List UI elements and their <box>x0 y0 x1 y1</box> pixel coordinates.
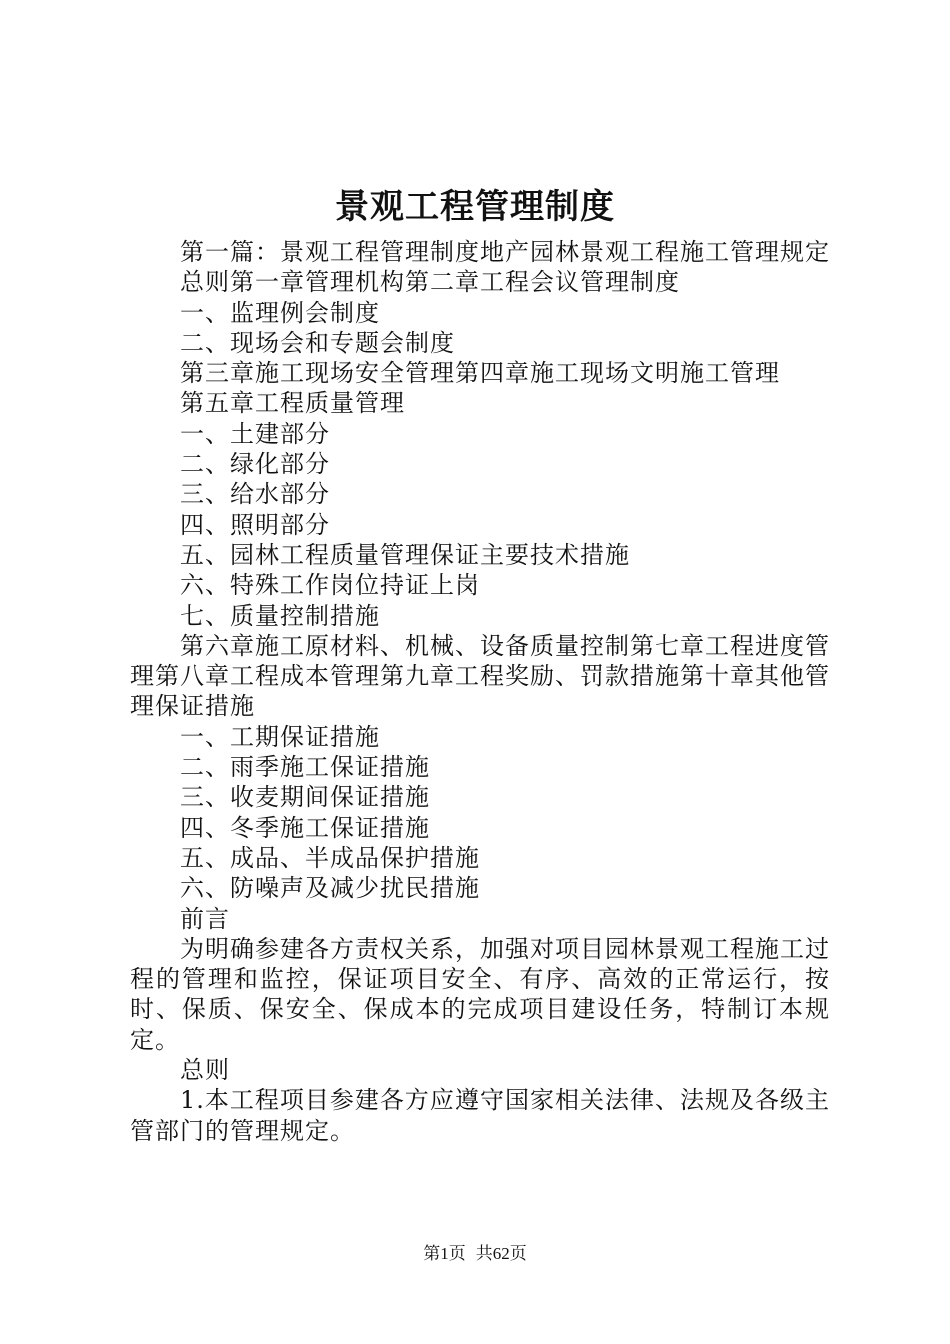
document-title: 景观工程管理制度 <box>335 187 615 227</box>
paragraph: 1.本工程项目参建各方应遵守国家相关法律、法规及各级主管部门的管理规定。 <box>130 1086 830 1145</box>
paragraph: 五、园林工程质量管理保证主要技术措施 <box>180 540 630 569</box>
paragraph: 二、绿化部分 <box>180 450 330 479</box>
paragraph: 四、照明部分 <box>180 510 330 539</box>
paragraph: 七、质量控制措施 <box>180 601 380 630</box>
paragraph: 二、现场会和专题会制度 <box>180 328 455 357</box>
paragraph: 一、土建部分 <box>180 419 330 448</box>
page-footer <box>0 1243 950 1265</box>
paragraph: 为明确参建各方责权关系，加强对项目园林景观工程施工过程的管理和监控，保证项目安全、有序、高效的正常运行，按时、保质、保安全、保成本的完成项目建设任务，特制订本规定。 <box>130 934 830 1054</box>
paragraph: 四、冬季施工保证措施 <box>180 813 430 842</box>
paragraph: 六、特殊工作岗位持证上岗 <box>180 571 480 600</box>
document-body <box>130 237 830 1146</box>
paragraph: 一、工期保证措施 <box>180 722 380 751</box>
paragraph: 五、成品、半成品保护措施 <box>180 843 480 872</box>
paragraph: 六、防噪声及减少扰民措施 <box>180 874 480 903</box>
page-total: 共62页 <box>475 1244 527 1263</box>
paragraph: 第一篇：景观工程管理制度地产园林景观工程施工管理规定 <box>180 238 830 266</box>
paragraph: 第六章施工原材料、机械、设备质量控制第七章工程进度管理第八章工程成本管理第九章工程奖励、罚款措施第十章其他管理保证措施 <box>130 631 830 721</box>
paragraph: 三、给水部分 <box>180 480 330 509</box>
paragraph: 前言 <box>180 904 230 933</box>
paragraph: 三、收麦期间保证措施 <box>180 783 430 812</box>
paragraph: 第五章工程质量管理 <box>180 389 405 418</box>
paragraph: 第三章施工现场安全管理第四章施工现场文明施工管理 <box>180 359 780 388</box>
paragraph: 总则第一章管理机构第二章工程会议管理制度 <box>180 268 680 297</box>
paragraph: 一、监理例会制度 <box>180 298 380 327</box>
page-number: 第1页 <box>423 1244 466 1263</box>
paragraph: 总则 <box>180 1056 230 1085</box>
paragraph: 二、雨季施工保证措施 <box>180 753 430 782</box>
